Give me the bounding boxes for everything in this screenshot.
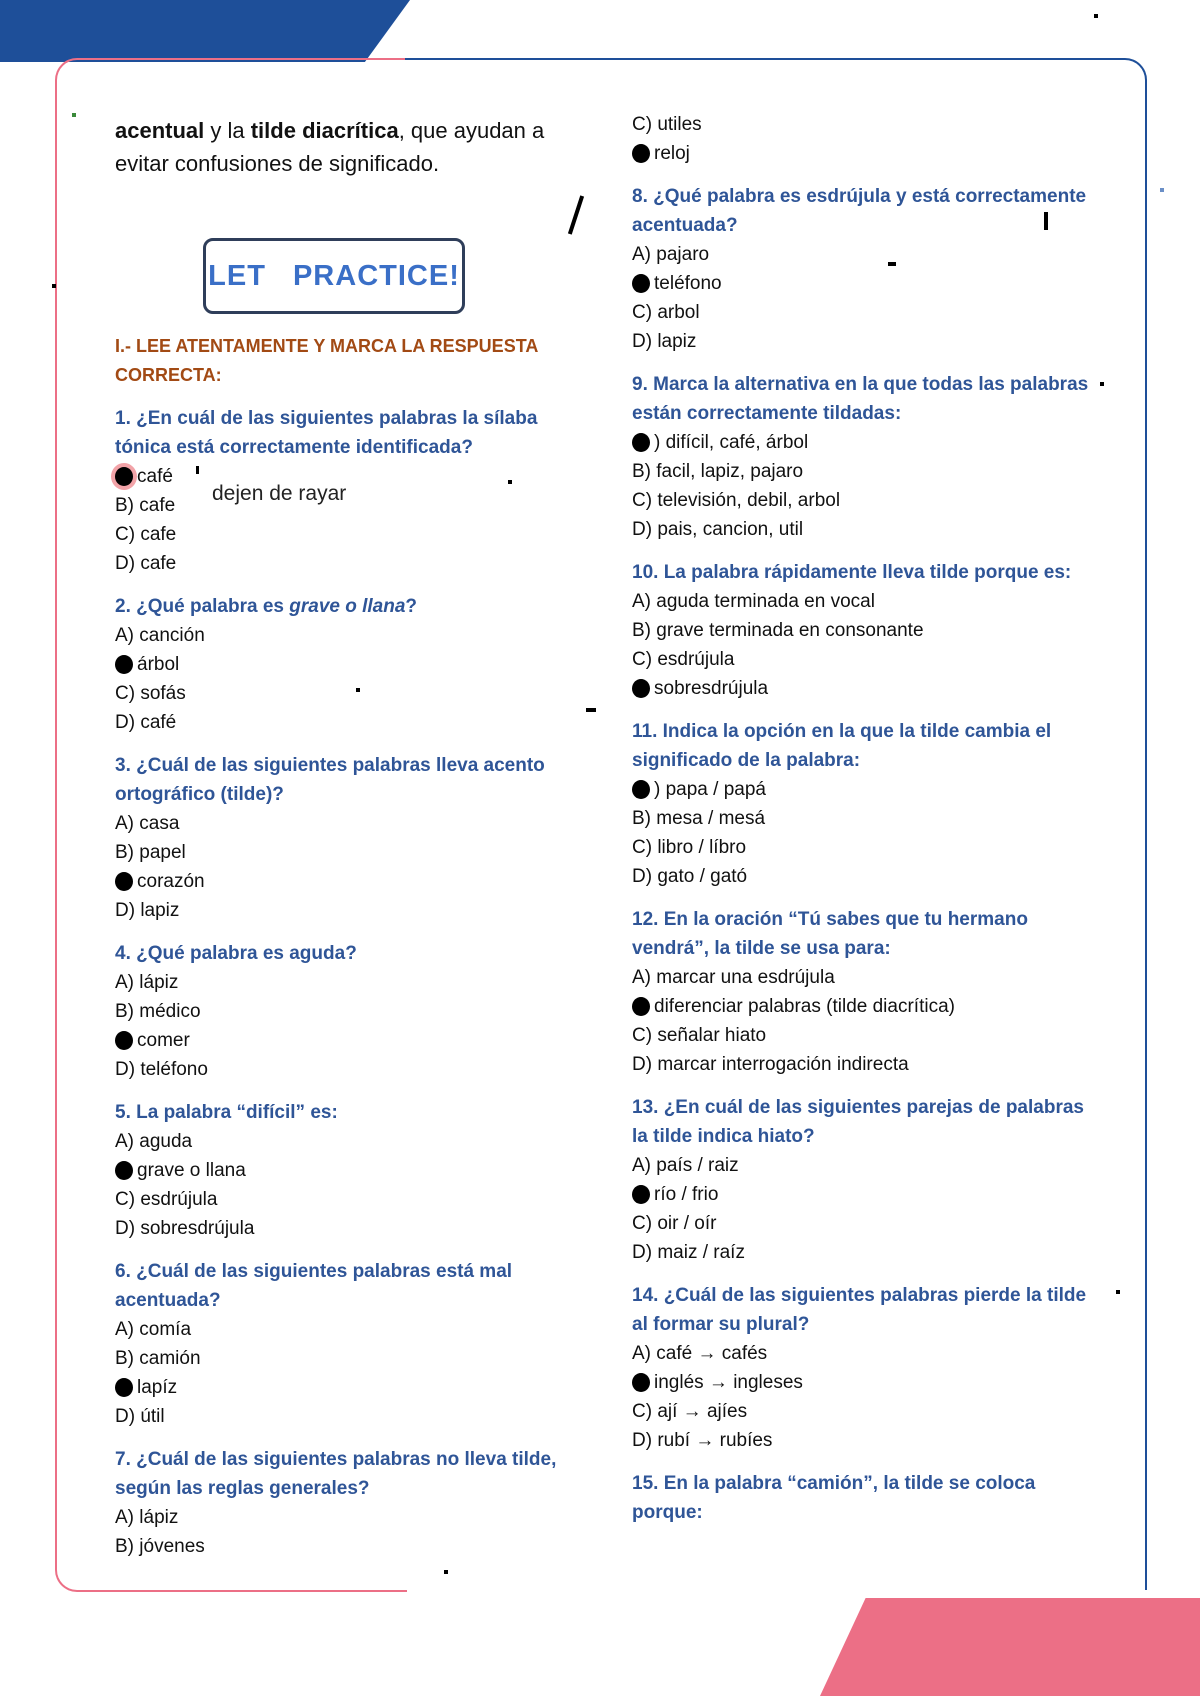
option-d[interactable] <box>632 1238 1102 1267</box>
question-15 <box>632 1469 1102 1527</box>
option-a[interactable] <box>632 1339 1102 1368</box>
option-label: ) papa / papá <box>654 779 766 800</box>
option-label: D) maiz / raíz <box>632 1242 745 1263</box>
question-title <box>115 592 585 621</box>
question-title: 5. La palabra “difícil” es: <box>115 1102 338 1123</box>
option-b[interactable] <box>115 650 585 679</box>
option-b[interactable] <box>632 616 1102 645</box>
option-d[interactable] <box>632 674 1102 703</box>
intro-bold-3: tilde diacrítica <box>250 118 399 143</box>
scribble-mark <box>586 708 596 712</box>
option-label: D) pais, cancion, util <box>632 519 804 540</box>
answer-mark <box>632 1185 650 1204</box>
answer-mark <box>115 467 133 486</box>
scribble-dot <box>72 113 76 117</box>
answer-mark <box>632 433 650 452</box>
question-title: 1. ¿En cuál de las siguientes palabras la sílaba tónica está correctamente identificada? <box>115 408 538 458</box>
question-title: 3. ¿Cuál de las siguientes palabras lleva acento ortográfico (tilde)? <box>115 755 545 805</box>
question-5 <box>115 1098 585 1243</box>
option-a[interactable] <box>632 1151 1102 1180</box>
question-title-post: ? <box>405 596 418 617</box>
footer-band <box>820 1598 1200 1696</box>
option-label: C) señalar hiato <box>632 1025 767 1046</box>
intro-text-2: y la <box>204 118 251 143</box>
option-d[interactable] <box>115 708 585 737</box>
question-7 <box>115 1445 585 1561</box>
intro-text-4: , que ayudan a evitar confusiones de significado. <box>115 118 545 176</box>
scribble-dot <box>1160 188 1164 192</box>
option-label: D) lapiz <box>115 900 180 921</box>
option-label: B) camión <box>115 1348 201 1369</box>
option-d[interactable] <box>632 327 1102 356</box>
option-label: A) marcar una esdrújula <box>632 967 835 988</box>
option-label: B) facil, lapiz, pajaro <box>632 461 804 482</box>
option-b[interactable] <box>632 457 1102 486</box>
option-c[interactable] <box>115 867 585 896</box>
scribble-dot <box>52 284 56 288</box>
header-band <box>0 0 410 62</box>
question-12 <box>632 905 1102 1079</box>
option-label: ) difícil, café, árbol <box>654 432 809 453</box>
option-label: D) rubí → rubíes <box>632 1430 773 1451</box>
option-c[interactable] <box>632 1209 1102 1238</box>
option-d[interactable] <box>115 1055 585 1084</box>
option-b[interactable] <box>632 269 1102 298</box>
option-a[interactable] <box>115 621 585 650</box>
question-title: 11. Indica la opción en la que la tilde cambia el significado de la palabra: <box>632 721 1052 771</box>
option-c[interactable] <box>632 1021 1102 1050</box>
option-label: A) aguda terminada en vocal <box>632 591 875 612</box>
answer-mark <box>632 780 650 799</box>
option-label: A) país / raiz <box>632 1155 739 1176</box>
question-title: 14. ¿Cuál de las siguientes palabras pierde la tilde al formar su plural? <box>632 1285 1087 1335</box>
option-label: D) lapiz <box>632 331 697 352</box>
option-label: A) casa <box>115 813 180 834</box>
option-d[interactable] <box>115 896 585 925</box>
answer-mark <box>115 655 133 674</box>
option-b[interactable] <box>115 838 585 867</box>
option-a[interactable] <box>115 968 585 997</box>
left-column <box>115 110 585 1575</box>
option-a[interactable] <box>115 462 585 491</box>
option-label: diferenciar palabras (tilde diacrítica) <box>654 996 955 1017</box>
question-4 <box>115 939 585 1084</box>
option-label: grave o llana <box>137 1160 246 1181</box>
answer-mark <box>632 997 650 1016</box>
option-label: B) jóvenes <box>115 1536 205 1557</box>
answer-mark <box>115 872 133 891</box>
option-label: C) oir / oír <box>632 1213 717 1234</box>
option-d[interactable] <box>632 862 1102 891</box>
option-c[interactable] <box>115 679 585 708</box>
section-title: I.- LEE ATENTAMENTE Y MARCA LA RESPUESTA CORRECTA: <box>115 336 538 385</box>
option-label: río / frio <box>654 1184 719 1205</box>
option-label: D) sobresdrújula <box>115 1218 255 1239</box>
option-b[interactable] <box>632 1368 1102 1397</box>
option-label: A) canción <box>115 625 205 646</box>
question-3 <box>115 751 585 925</box>
question-title: 9. Marca la alternativa en la que todas las palabras están correctamente tildadas: <box>632 374 1089 424</box>
option-label: B) grave terminada en consonante <box>632 620 924 641</box>
option-label: C) utiles <box>632 114 702 135</box>
right-column <box>632 110 1102 1541</box>
option-label: C) televisión, debil, arbol <box>632 490 841 511</box>
option-label: A) lápiz <box>115 1507 179 1528</box>
question-8 <box>632 182 1102 356</box>
option-label: B) papel <box>115 842 186 863</box>
question-title-pre: 2. ¿Qué palabra es <box>115 596 290 617</box>
option-label: A) lápiz <box>115 972 179 993</box>
option-label: reloj <box>654 143 690 164</box>
option-c[interactable] <box>115 520 585 549</box>
option-label: sobresdrújula <box>654 678 769 699</box>
option-b[interactable] <box>115 997 585 1026</box>
option-a[interactable] <box>115 809 585 838</box>
option-d[interactable] <box>115 1402 585 1431</box>
question-7-continued <box>632 110 1102 168</box>
option-label: D) teléfono <box>115 1059 208 1080</box>
option-label: A) comía <box>115 1319 192 1340</box>
option-label: C) esdrújula <box>115 1189 218 1210</box>
option-label: C) cafe <box>115 524 177 545</box>
option-b[interactable] <box>632 804 1102 833</box>
option-c[interactable] <box>115 1373 585 1402</box>
question-10 <box>632 558 1102 703</box>
option-label: C) ají → ajíes <box>632 1401 748 1422</box>
option-label: comer <box>137 1030 190 1051</box>
option-a[interactable] <box>632 587 1102 616</box>
option-d[interactable] <box>115 1214 585 1243</box>
option-b[interactable] <box>115 1532 585 1561</box>
question-11 <box>632 717 1102 891</box>
option-label: C) esdrújula <box>632 649 735 670</box>
question-14 <box>632 1281 1102 1455</box>
handwritten-annotation: dejen de rayar <box>212 482 347 505</box>
option-label: D) marcar interrogación indirecta <box>632 1054 909 1075</box>
option-label: B) mesa / mesá <box>632 808 766 829</box>
option-b[interactable] <box>115 491 585 520</box>
option-d[interactable] <box>632 1050 1102 1079</box>
option-label: café <box>137 466 173 487</box>
option-c[interactable] <box>632 110 1102 139</box>
intro-paragraph <box>115 114 585 180</box>
option-label: D) café <box>115 712 177 733</box>
scribble-dot <box>1094 14 1098 18</box>
question-1 <box>115 404 585 578</box>
option-c[interactable] <box>632 645 1102 674</box>
option-a[interactable] <box>115 1503 585 1532</box>
question-title: 12. En la oración “Tú sabes que tu hermano vendrá”, la tilde se usa para: <box>632 909 1028 959</box>
option-label: A) aguda <box>115 1131 193 1152</box>
question-2 <box>115 592 585 737</box>
answer-mark <box>632 274 650 293</box>
option-a[interactable] <box>115 1127 585 1156</box>
option-label: B) cafe <box>115 495 176 516</box>
option-label: B) médico <box>115 1001 201 1022</box>
answer-mark <box>632 144 650 163</box>
option-b[interactable] <box>632 1180 1102 1209</box>
question-title: 7. ¿Cuál de las siguientes palabras no lleva tilde, según las reglas generales? <box>115 1449 557 1499</box>
option-label: inglés → ingleses <box>654 1372 803 1393</box>
option-label: teléfono <box>654 273 722 294</box>
option-c[interactable] <box>632 486 1102 515</box>
question-title: 15. En la palabra “camión”, la tilde se coloca porque: <box>632 1473 1036 1523</box>
option-label: corazón <box>137 871 205 892</box>
option-label: C) libro / líbro <box>632 837 747 858</box>
question-title: 6. ¿Cuál de las siguientes palabras está mal acentuada? <box>115 1261 513 1311</box>
scribble-dot <box>1116 1290 1120 1294</box>
answer-mark <box>632 679 650 698</box>
answer-mark <box>115 1161 133 1180</box>
option-a[interactable] <box>632 428 1102 457</box>
option-label: D) útil <box>115 1406 165 1427</box>
option-d[interactable] <box>632 515 1102 544</box>
practice-banner: LET PRACTICE! <box>203 238 465 314</box>
option-d[interactable] <box>115 549 585 578</box>
question-title: 8. ¿Qué palabra es esdrújula y está correctamente acentuada? <box>632 186 1087 236</box>
option-a[interactable] <box>632 775 1102 804</box>
option-a[interactable] <box>632 963 1102 992</box>
option-d[interactable] <box>632 1426 1102 1455</box>
option-c[interactable] <box>632 833 1102 862</box>
question-title-emphasis: grave o llana <box>289 596 406 617</box>
option-label: D) gato / gató <box>632 866 748 887</box>
option-d[interactable] <box>632 139 1102 168</box>
answer-mark <box>632 1373 650 1392</box>
answer-mark <box>115 1378 133 1397</box>
option-c[interactable] <box>632 298 1102 327</box>
option-c[interactable] <box>115 1185 585 1214</box>
option-label: A) pajaro <box>632 244 710 265</box>
option-label: D) cafe <box>115 553 177 574</box>
intro-bold-1: acentual <box>115 118 205 143</box>
option-label: A) café → cafés <box>632 1343 768 1364</box>
option-a[interactable] <box>632 240 1102 269</box>
option-c[interactable] <box>632 1397 1102 1426</box>
answer-mark <box>115 1031 133 1050</box>
option-b[interactable] <box>115 1156 585 1185</box>
question-13 <box>632 1093 1102 1267</box>
question-title: 10. La palabra rápidamente lleva tilde porque es: <box>632 562 1072 583</box>
option-label: árbol <box>137 654 180 675</box>
option-a[interactable] <box>115 1315 585 1344</box>
question-title: 13. ¿En cuál de las siguientes parejas de palabras la tilde indica hiato? <box>632 1097 1084 1147</box>
option-b[interactable] <box>632 992 1102 1021</box>
question-title: 4. ¿Qué palabra es aguda? <box>115 943 357 964</box>
option-c[interactable] <box>115 1026 585 1055</box>
option-label: C) arbol <box>632 302 700 323</box>
question-6 <box>115 1257 585 1431</box>
option-label: C) sofás <box>115 683 186 704</box>
option-label: lapíz <box>137 1377 178 1398</box>
option-b[interactable] <box>115 1344 585 1373</box>
question-9 <box>632 370 1102 544</box>
